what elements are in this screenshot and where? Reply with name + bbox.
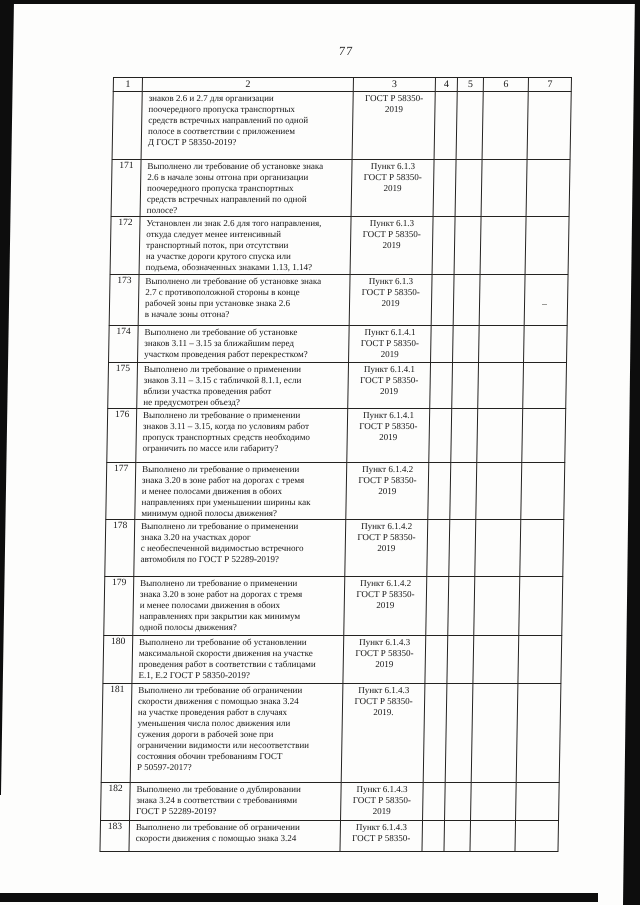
check-cell-4 [430,363,453,409]
check-cell-6 [481,160,527,217]
check-cell-5 [445,684,473,783]
reference-text: Пункт 6.1.4.2 ГОСТ Р 58350- 2019 [346,463,429,520]
scan-edge-right [623,0,640,905]
column-header-7: 7 [528,78,571,92]
reference-text: Пункт 6.1.4.1 ГОСТ Р 58350- 2019 [347,409,430,463]
question-text: Выполнено ли требование о применении знака 3.20 в зоне работ на дорогах с тремя и менее полосами движения в обоих направлениях при уменьшении ширины как минимум одной полосы движения? [135,463,347,520]
check-cell-6 [477,409,523,463]
check-cell-7 [527,92,571,160]
check-cell-7 [525,217,569,275]
question-text: Выполнено ли требование об ограничении скорости движения с помощью знака 3.24 [129,821,341,852]
check-cell-4 [429,409,452,463]
reference-text: Пункт 6.1.4.1 ГОСТ Р 58350- 2019 [348,363,431,409]
check-cell-7 [516,684,561,783]
row-number: 171 [111,160,141,217]
row-number: 175 [108,363,138,409]
check-cell-7 [524,326,568,363]
check-cell-5 [453,326,480,363]
check-cell-6 [479,275,525,326]
check-cell-6 [471,684,518,783]
table-row [109,326,568,363]
table-body [100,92,571,852]
check-cell-4 [423,783,446,821]
question-text: Выполнено ли требование о применении знака 3.20 в зоне работ на дорогах с тремя и менее полосами движения в обоих направлениях при закрытии как минимум одной полосы движения? [133,577,345,636]
question-text: Выполнено ли требование об установке знака 2.6 в начале зоны отгона при организации поочередного пропуска транспортных средств встречных направлений по одной полосе? [140,160,352,217]
reference-text: Пункт 6.1.4.3 ГОСТ Р 58350- 2019 [343,636,426,684]
check-cell-4 [427,520,450,577]
check-cell-6 [479,326,525,363]
question-text: Выполнено ли требование о дублировании знака 3.24 в соответствии с требованиями ГОСТ Р 52289-2019? [130,783,342,821]
check-cell-5 [451,409,478,463]
scan-speck [542,304,547,305]
check-cell-6 [482,92,528,160]
check-cell-4 [431,326,454,363]
check-cell-5 [447,636,474,684]
check-cell-5 [449,520,476,577]
question-text: Выполнено ли требование об ограничении скорости движения с помощью знака 3.24 на участке проведения работ в случаях уменьшения числа полос движения или сужения дороги в рабочей зоне при ограничении видимости или несоответствии состояния обочин требованиям ГОСТ Р 50597-2017? [130,684,343,783]
row-number [112,92,142,160]
check-cell-5 [456,92,483,160]
scan-edge-bottom [0,893,598,902]
check-cell-5 [445,783,472,821]
table-row [111,160,570,217]
question-text: Выполнено ли требование об установке знаков 3.11 – 3.15 за ближайшим перед участком проведения работ перекрестком? [138,326,350,363]
checklist-table [99,77,572,852]
question-text: Выполнено ли требование об установлении максимальной скорости движения на участке проведения работ в соответствии с таблицами Е.1, Е.2 ГОСТ Р 58350-2019? [132,636,344,684]
column-header-6: 6 [483,78,528,92]
table-row [109,275,568,326]
question-text: Выполнено ли требование о применении знака 3.20 на участках дорог с необеспеченной видимостью встречного автомобиля по ГОСТ Р 52289-2019? [134,520,346,577]
row-number: 179 [104,577,134,636]
question-text: Выполнено ли требование о применении знаков 3.11 – 3.15 с табличкой 8.1.1, если вблизи участка проведения работ не предусмотрен объезд? [137,363,349,409]
check-cell-5 [444,821,471,852]
check-cell-7 [518,636,562,684]
page-number: 77 [338,44,354,58]
check-cell-4 [432,217,455,275]
check-cell-7 [515,821,559,852]
row-number: 177 [106,463,136,520]
scan-edge-left [0,0,14,795]
check-cell-6 [471,783,517,821]
table-row [112,92,571,160]
check-cell-5 [452,363,479,409]
column-header-5: 5 [457,78,483,92]
table-row [104,577,563,636]
row-number: 183 [100,821,130,852]
check-cell-6 [474,577,520,636]
reference-text: Пункт 6.1.3 ГОСТ Р 58350- 2019 [350,217,433,275]
reference-text: ГОСТ Р 58350- 2019 [352,92,435,160]
check-cell-7 [523,363,567,409]
column-header-1: 1 [113,78,142,92]
row-number: 173 [109,275,139,326]
check-cell-4 [434,92,457,160]
row-number: 180 [103,636,133,684]
check-cell-5 [454,217,481,275]
row-number: 172 [110,217,140,275]
column-header-4: 4 [435,78,457,92]
row-number: 176 [107,409,137,463]
check-cell-6 [473,636,519,684]
check-cell-4 [433,160,456,217]
check-cell-6 [470,821,516,852]
check-cell-5 [455,160,482,217]
check-cell-7 [526,160,570,217]
check-cell-7 [524,275,568,326]
table-row [103,636,562,684]
check-cell-5 [453,275,480,326]
check-cell-4 [425,636,448,684]
reference-text: Пункт 6.1.4.2 ГОСТ Р 58350- 2019 [344,577,427,636]
reference-text: Пункт 6.1.4.1 ГОСТ Р 58350- 2019 [349,326,432,363]
table-header-row [113,78,571,92]
table-row [101,684,561,783]
column-header-2: 2 [142,78,353,92]
question-text: Установлен ли знак 2.6 для того направления, откуда следует менее интенсивный транспортный поток, при отсутствии на участке дороги крутого спуска или подъема, обозначенных знаками 1.13, 1.14? [139,217,351,275]
scan-edge-top [0,0,640,4]
column-header-3: 3 [353,78,435,92]
reference-text: Пункт 6.1.4.3 ГОСТ Р 58350- 2019. [341,684,425,783]
check-cell-6 [476,463,522,520]
reference-text: Пункт 6.1.3 ГОСТ Р 58350- 2019 [351,160,434,217]
check-cell-4 [423,684,447,783]
check-cell-4 [426,577,449,636]
check-cell-7 [519,577,563,636]
check-cell-4 [422,821,445,852]
check-cell-7 [516,783,560,821]
row-number: 178 [105,520,135,577]
row-number: 174 [109,326,139,363]
table-row [101,783,560,821]
table-row [110,217,569,275]
check-cell-7 [520,520,564,577]
check-cell-6 [480,217,526,275]
check-cell-7 [522,409,566,463]
reference-text: Пункт 6.1.4.3 ГОСТ Р 58350- 2019 [341,783,424,821]
table-row [105,520,564,577]
check-cell-5 [450,463,477,520]
check-cell-6 [478,363,524,409]
check-cell-4 [431,275,454,326]
reference-text: Пункт 6.1.4.3 ГОСТ Р 58350- [340,821,423,852]
question-text: Выполнено ли требование об установке знака 2.7 с противоположной стороны в конце рабочей зоны при установке знака 2.6 в начале зоны отгона? [138,275,350,326]
table-row [107,409,566,463]
table-row [108,363,567,409]
check-cell-5 [448,577,475,636]
check-cell-6 [475,520,521,577]
question-text: Выполнено ли требование о применении знаков 3.11 – 3.15, когда по условиям работ пропуск транспортных средств необходимо ограничить по массе или габариту? [136,409,348,463]
question-text: знаков 2.6 и 2.7 для организации поочередного пропуска транспортных средств встречных направлений по одной полосе в соответствии с приложением Д ГОСТ Р 58350-2019? [141,92,353,160]
check-cell-4 [428,463,451,520]
table-row [106,463,565,520]
reference-text: Пункт 6.1.4.2 ГОСТ Р 58350- 2019 [345,520,428,577]
row-number: 181 [101,684,132,783]
check-cell-7 [521,463,565,520]
row-number: 182 [101,783,131,821]
table-row [100,821,559,852]
reference-text: Пункт 6.1.3 ГОСТ Р 58350- 2019 [349,275,432,326]
